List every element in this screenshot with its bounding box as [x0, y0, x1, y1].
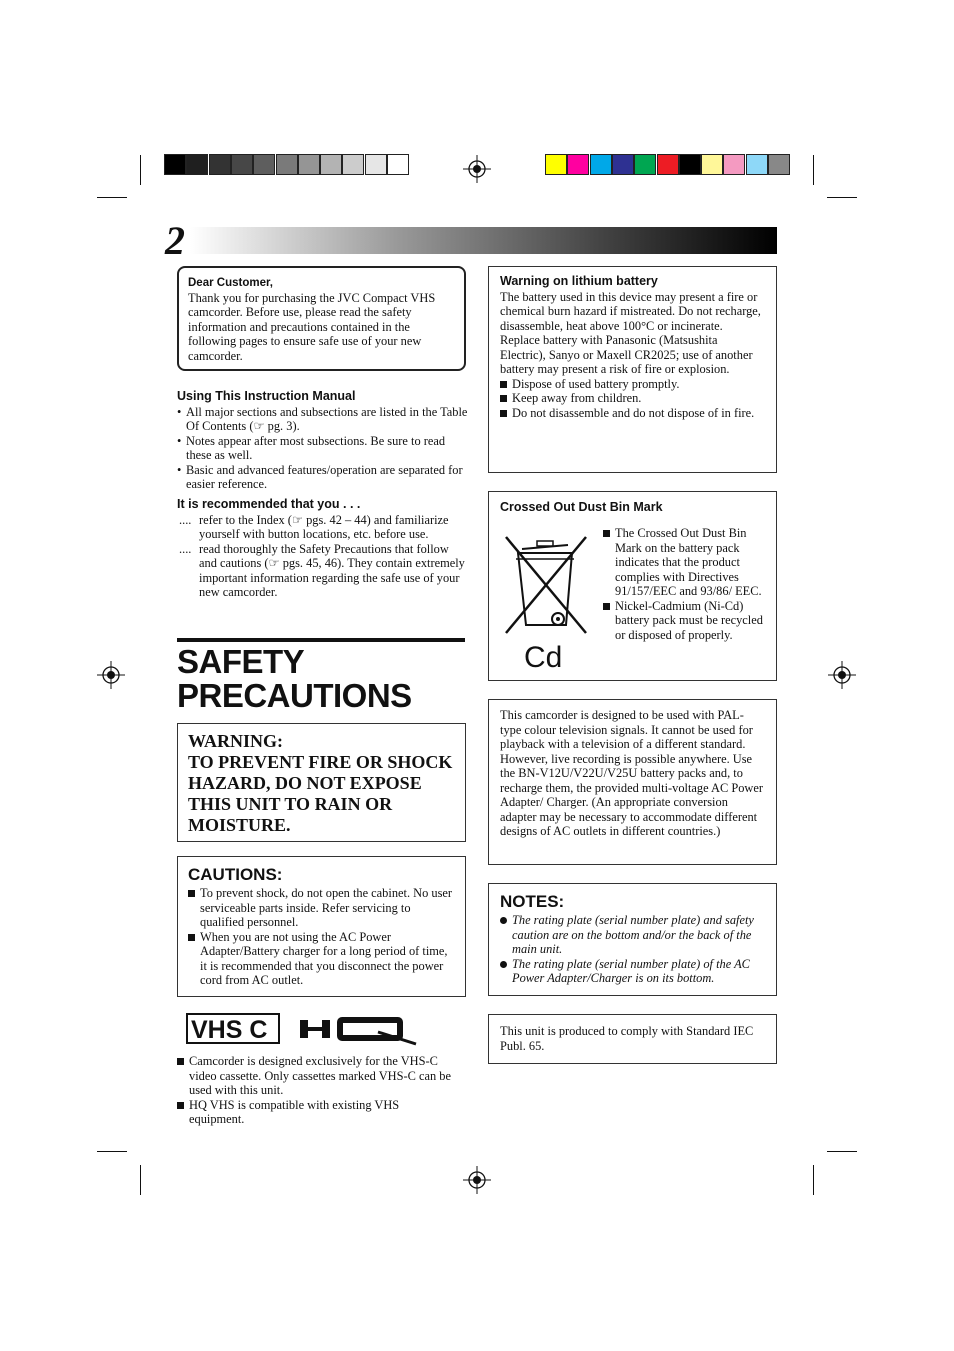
recommended-section — [177, 497, 469, 600]
crop-mark — [140, 155, 141, 185]
using-manual-section — [177, 389, 469, 492]
using-manual-title: Using This Instruction Manual — [177, 389, 356, 403]
dustbin-list — [603, 526, 767, 642]
lithium-body-1: The battery used in this device may present a fire or chemical burn hazard if mistreated. Do not recharge, disassemble, heat above 100°C or incinerate. — [500, 289, 761, 333]
registration-mark-icon — [828, 661, 856, 689]
svg-text:VHS C: VHS C — [191, 1016, 268, 1044]
list-item: Do not disassemble and do not dispose of in fire. — [500, 406, 765, 421]
svg-text:Cd: Cd — [524, 641, 563, 673]
warning-text: TO PREVENT FIRE OR SHOCK HAZARD, DO NOT EXPOSE THIS UNIT TO RAIN OR MOISTURE. — [188, 752, 453, 835]
calibration-swatch — [276, 154, 298, 175]
list-item: To prevent shock, do not open the cabinet. No user serviceable parts inside. Refer servicing to qualified personnel. — [188, 886, 455, 930]
svg-text:HQ: HQ — [300, 1016, 302, 1017]
safety-title — [177, 645, 412, 713]
list-item: Camcorder is designed exclusively for the VHS-C video cassette. Only cassettes marked VHS-C can be used with this unit. — [177, 1054, 453, 1098]
calibration-swatch — [612, 154, 634, 175]
recommended-title: It is recommended that you . . . — [177, 497, 361, 511]
list-item: Keep away from children. — [500, 391, 765, 406]
calibration-swatch — [590, 154, 612, 175]
vhs-notes-list — [177, 1054, 453, 1127]
crossed-out-bin-icon — [502, 533, 594, 673]
calibration-swatch — [701, 154, 723, 175]
crop-mark — [97, 197, 127, 198]
calibration-swatch — [723, 154, 745, 175]
list-item: When you are not using the AC Power Adapter/Battery charger for a long period of time, it is recommended that you disconnect the power cord from AC outlet. — [188, 930, 455, 988]
warning-title: WARNING: — [188, 731, 284, 751]
crop-mark — [813, 155, 814, 185]
calibration-swatch — [545, 154, 567, 175]
pal-note-box — [488, 699, 777, 865]
iec-note-text: This unit is produced to comply with Standard IEC Publ. 65. — [500, 1024, 754, 1053]
cautions-title: CAUTIONS: — [188, 865, 283, 884]
dustbin-text — [603, 526, 767, 642]
list-item: Dispose of used battery promptly. — [500, 377, 765, 392]
registration-mark-icon — [97, 661, 125, 689]
dear-customer-body: Thank you for purchasing the JVC Compact VHS camcorder. Before use, please read the safety information and precautions contained in the following pages to ensure safe use of your new camcorder. — [188, 290, 436, 363]
safety-title-rule — [177, 638, 465, 642]
hq-logo — [300, 1016, 418, 1046]
calibration-swatch — [342, 154, 364, 175]
crop-mark — [97, 1151, 127, 1152]
list-item: .... read thoroughly the Safety Precautions that follow and cautions (☞ pgs. 45, 46). They contain extremely important information regarding the safe use of your new camcorder. — [177, 542, 469, 600]
list-item: The rating plate (serial number plate) of the AC Power Adapter/Charger is on its bottom. — [500, 957, 765, 986]
dear-customer-title: Dear Customer, — [188, 277, 274, 289]
list-item: The rating plate (serial number plate) and safety caution are on the bottom and/or the back of the main unit. — [500, 913, 765, 957]
registration-mark-icon — [463, 1166, 491, 1194]
calibration-swatch — [746, 154, 768, 175]
registration-mark-icon — [463, 155, 491, 183]
calibration-swatch — [768, 154, 790, 175]
list-item: • Notes appear after most subsections. Be sure to read these as well. — [177, 434, 469, 463]
lithium-warning-box — [488, 266, 777, 473]
calibration-swatch — [186, 154, 208, 175]
lithium-body-2: Replace battery with Panasonic (Matsushita Electric), Sanyo or Maxell CR2025; use of another battery may present a risk of fire or explosion. — [500, 333, 753, 376]
pal-note-text: This camcorder is designed to be used with PAL-type colour television signals. It cannot be used for playback with a television of a different standard. However, live recording is possible anywhere. Use the BN-V12U/V22U/V25U battery packs and, to recharge them, the provided multi-voltage AC Power Adapter/ Charger. (An appropriate conversion adapter may be necessary to accommodate different designs of AC outlets in different countries.) — [500, 708, 764, 838]
cautions-box — [177, 856, 466, 997]
calibration-swatch — [567, 154, 589, 175]
safety-title-line1: SAFETY — [177, 643, 305, 680]
dustbin-title: Crossed Out Dust Bin Mark — [500, 500, 663, 514]
crop-mark — [827, 1151, 857, 1152]
list-item: Nickel-Cadmium (Ni-Cd) battery pack must be recycled or disposed of properly. — [603, 599, 767, 643]
vhs-c-logo — [186, 1013, 280, 1044]
using-manual-list — [177, 405, 469, 492]
calibration-swatch — [679, 154, 701, 175]
calibration-swatch — [253, 154, 275, 175]
crop-mark — [827, 197, 857, 198]
list-item: The Crossed Out Dust Bin Mark on the battery pack indicates that the product complies with Directives 91/157/EEC and 93/86/ EEC. — [603, 526, 767, 599]
header-gradient-band — [190, 227, 777, 254]
calibration-swatch — [164, 154, 186, 175]
lithium-list — [500, 377, 765, 421]
lithium-title: Warning on lithium battery — [500, 274, 658, 288]
list-item: HQ VHS is compatible with existing VHS equipment. — [177, 1098, 453, 1127]
dear-customer-box — [177, 266, 466, 371]
crop-mark — [813, 1165, 814, 1195]
page-number: 2 — [165, 218, 185, 263]
calibration-swatch — [209, 154, 231, 175]
list-item: • All major sections and subsections are listed in the Table Of Contents (☞ pg. 3). — [177, 405, 469, 434]
notes-title: NOTES: — [500, 892, 565, 911]
iec-note-box — [488, 1014, 777, 1064]
calibration-swatch — [634, 154, 656, 175]
calibration-swatch — [320, 154, 342, 175]
notes-list — [500, 913, 765, 986]
crop-mark — [140, 1165, 141, 1195]
safety-title-line2: PRECAUTIONS — [177, 677, 412, 714]
cautions-list — [188, 886, 455, 988]
calibration-swatch — [298, 154, 320, 175]
list-item: • Basic and advanced features/operation are separated for easier reference. — [177, 463, 469, 492]
notes-box — [488, 883, 777, 996]
recommended-list — [177, 513, 469, 600]
calibration-swatch — [387, 154, 409, 175]
warning-box — [177, 723, 466, 842]
calibration-swatch — [365, 154, 387, 175]
calibration-swatch — [231, 154, 253, 175]
list-item: .... refer to the Index (☞ pgs. 42 – 44) and familiarize yourself with button locations, etc. before use. — [177, 513, 469, 542]
calibration-swatch — [657, 154, 679, 175]
vhs-notes-section — [177, 1054, 453, 1127]
